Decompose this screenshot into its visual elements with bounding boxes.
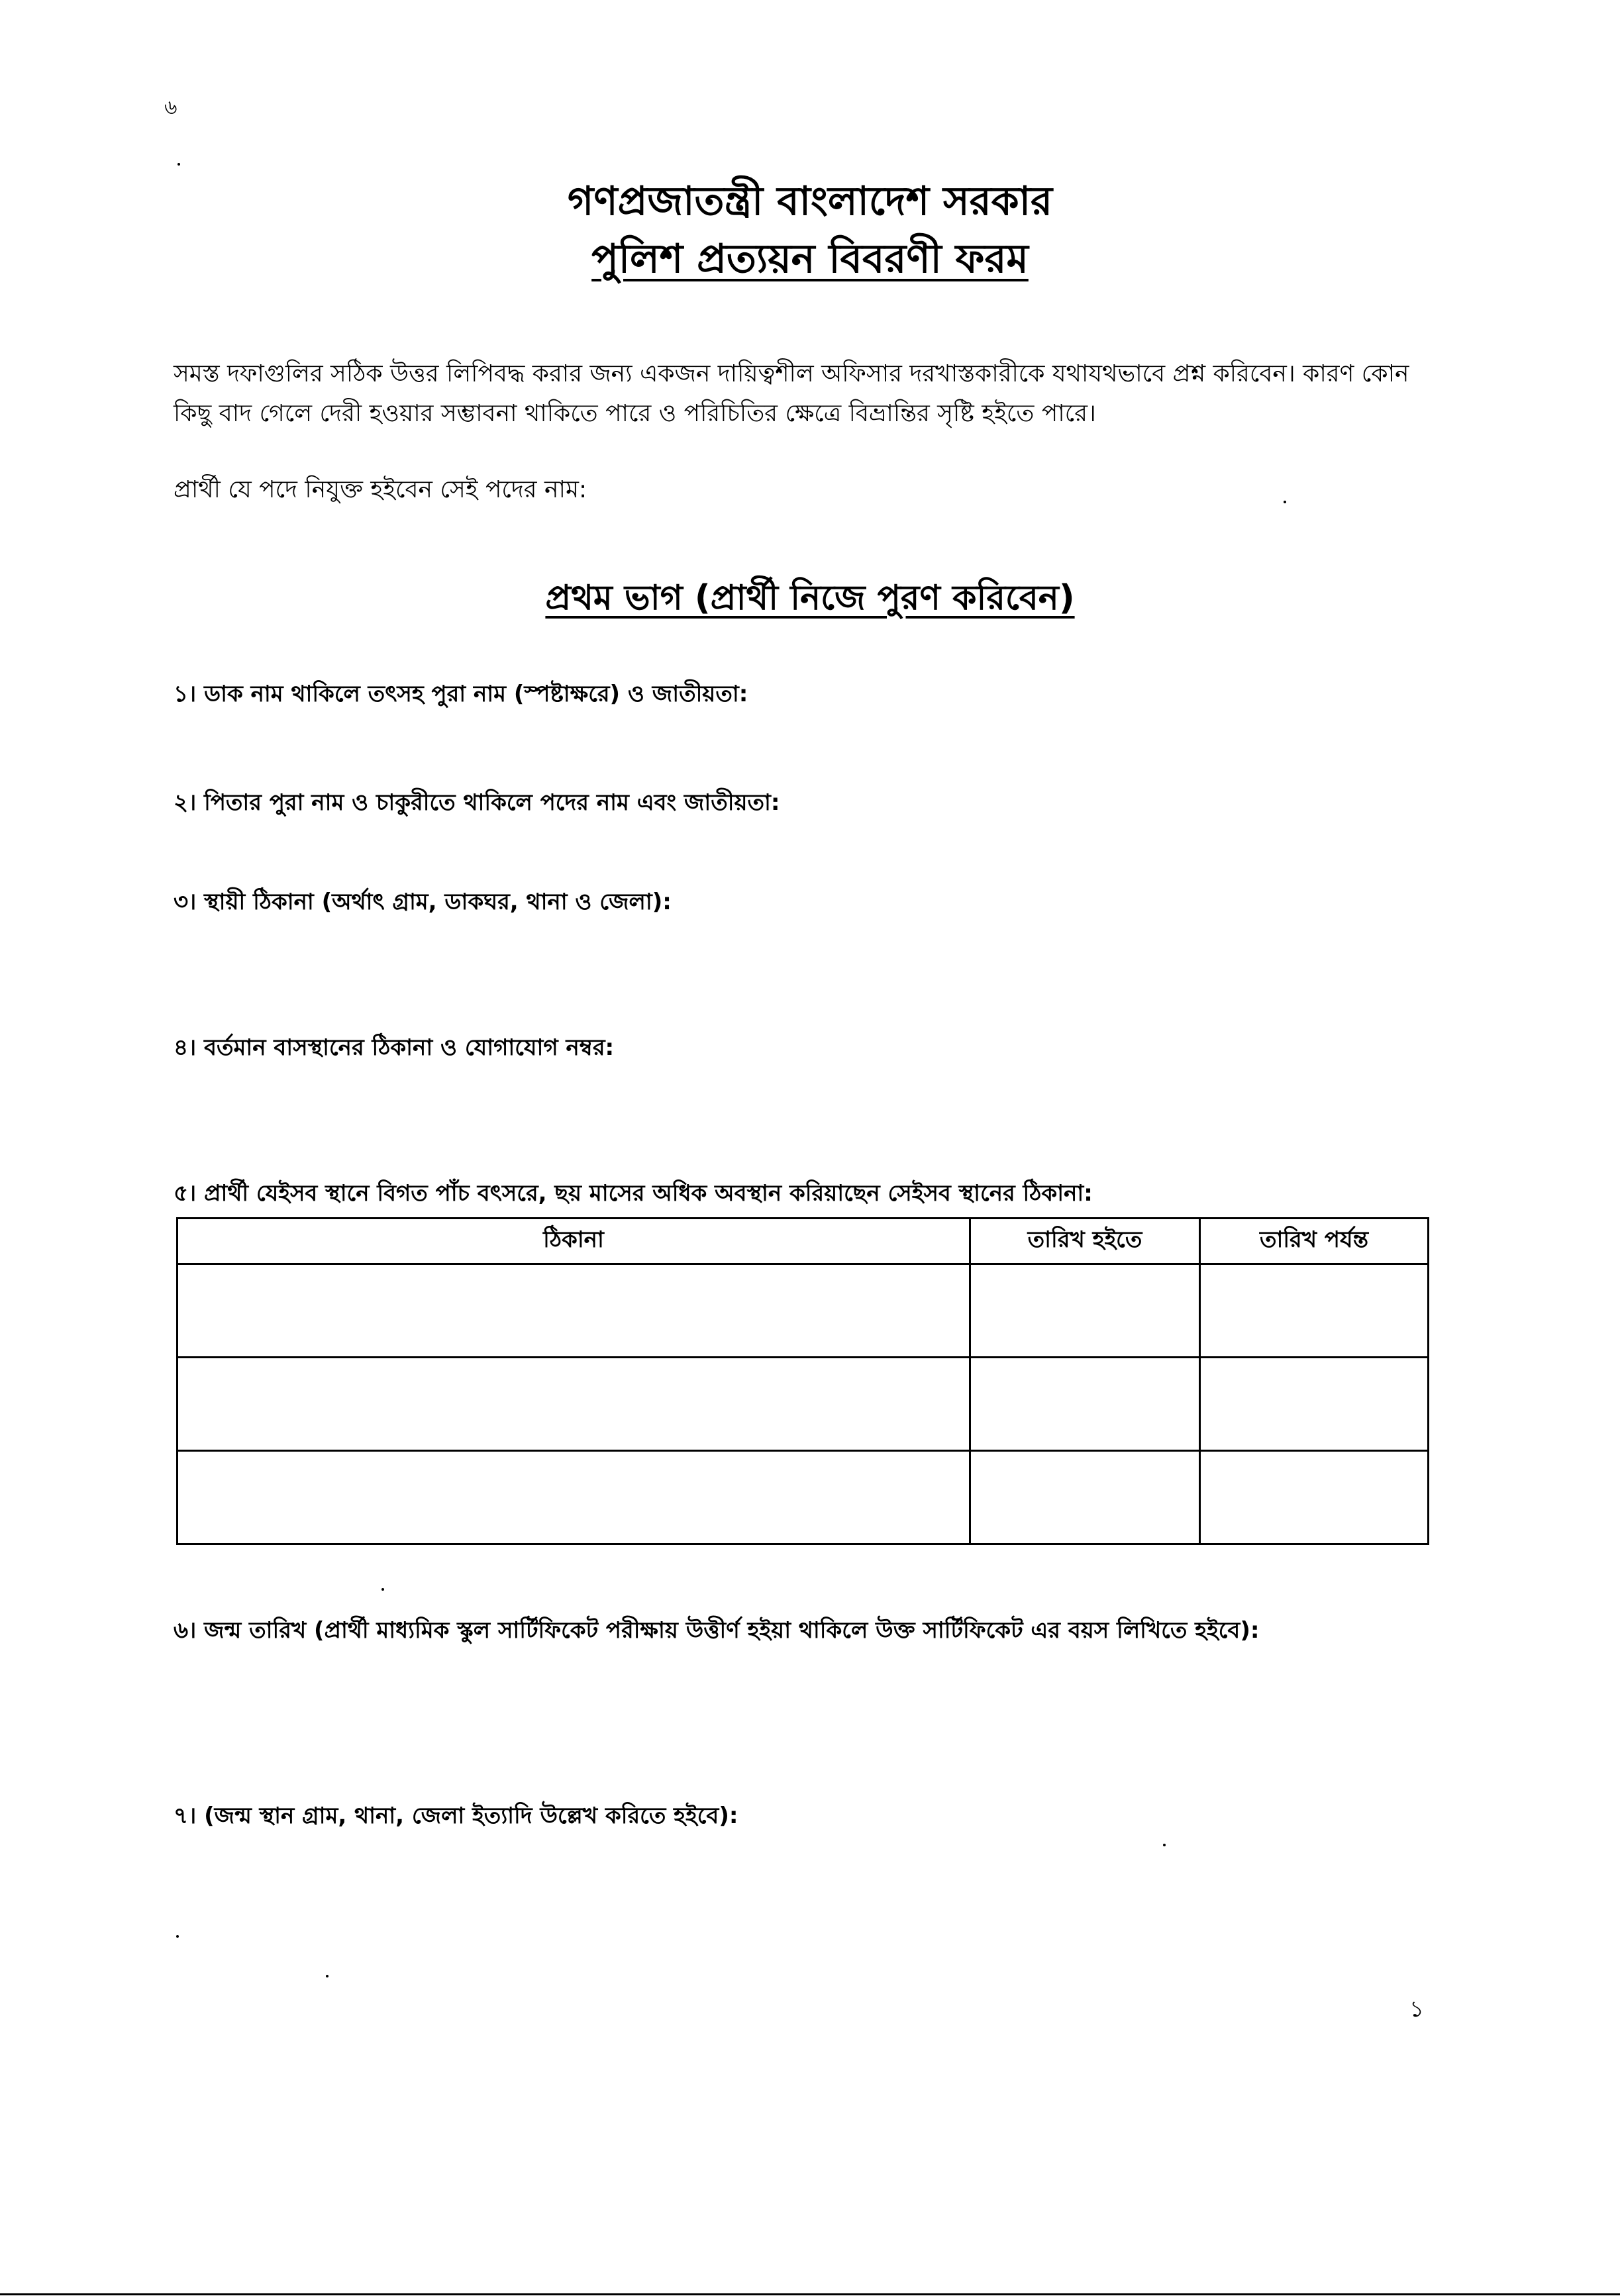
date-to-cell[interactable]: [1200, 1358, 1429, 1451]
table-row: [177, 1264, 1429, 1358]
date-from-cell[interactable]: [970, 1264, 1200, 1358]
date-from-cell[interactable]: [970, 1358, 1200, 1451]
address-cell[interactable]: [177, 1264, 970, 1358]
scan-speck: [176, 1935, 179, 1938]
post-name-field[interactable]: [174, 472, 587, 511]
question-text: বর্তমান বাসস্থানের ঠিকানা ও যোগাযোগ নম্বর:: [204, 1034, 615, 1061]
scan-speck: [1163, 1844, 1166, 1846]
address-history-table: [176, 1217, 1429, 1545]
table-row: [177, 1451, 1429, 1544]
corner-page-mark: ৬: [164, 96, 177, 119]
question-text: ডাক নাম থাকিলে তৎসহ পুরা নাম (স্পষ্টাক্ষরে) ও জাতীয়তা:: [204, 681, 748, 707]
section-title: [0, 571, 1620, 628]
address-cell[interactable]: [177, 1358, 970, 1451]
scan-speck: [1284, 501, 1286, 503]
question-number: ৬।: [174, 1617, 197, 1644]
column-header-address: ঠিকানা: [177, 1219, 970, 1264]
instructions-paragraph: সমস্ত দফাগুলির সঠিক উত্তর লিপিবদ্ধ করার জন্য একজন দায়িত্বশীল অফিসার দরখাস্তকারীকে যথাযথভাবে প্রশ্ন করিবেন। কারণ কোন কিছু বাদ গেলে দেরী হওয়ার সম্ভাবনা থাকিতে পারে ও পরিচিতির ক্ষেত্রে বিভ্রান্তির সৃষ্টি হইতে পারে।: [174, 360, 1409, 427]
date-to-cell[interactable]: [1200, 1451, 1429, 1544]
scan-speck: [326, 1975, 329, 1977]
post-name-label: প্রার্থী যে পদে নিযুক্ত হইবেন সেই পদের নাম:: [174, 476, 587, 503]
question-number: ৩।: [174, 889, 197, 915]
page-bottom-edge: [0, 2293, 1620, 2295]
question-7[interactable]: [174, 1799, 738, 1836]
question-text: (জন্ম স্থান গ্রাম, থানা, জেলা ইত্যাদি উল্লেখ করিতে হইবে):: [204, 1803, 738, 1829]
question-text: স্থায়ী ঠিকানা (অর্থাৎ গ্রাম, ডাকঘর, থানা ও জেলা):: [204, 889, 672, 915]
question-number: ২।: [174, 789, 197, 816]
question-2[interactable]: [174, 785, 780, 823]
table-header-row: [177, 1219, 1429, 1264]
question-1[interactable]: [174, 677, 748, 715]
question-text: প্রার্থী যেইসব স্থানে বিগত পাঁচ বৎসরে, ছয় মাসের অধিক অবস্থান করিয়াছেন সেইসব স্থানের ঠিকানা:: [204, 1180, 1093, 1207]
date-to-cell[interactable]: [1200, 1264, 1429, 1358]
question-number: ৭।: [174, 1803, 197, 1829]
question-3[interactable]: [174, 885, 672, 923]
column-header-date-from: তারিখ হইতে: [970, 1219, 1200, 1264]
column-header-date-to: তারিখ পর্যন্ত: [1200, 1219, 1429, 1264]
date-from-cell[interactable]: [970, 1451, 1200, 1544]
question-5: [174, 1176, 1093, 1214]
question-number: ৫।: [174, 1180, 197, 1207]
question-number: ৪।: [174, 1034, 197, 1061]
form-title-text: পুলিশ প্রত্যয়ন বিবরণী ফরম: [591, 236, 1029, 282]
question-4[interactable]: [174, 1030, 614, 1068]
section-title-text: প্রথম ভাগ (প্রার্থী নিজে পুরণ করিবেন): [545, 578, 1075, 618]
page-number: ১: [1409, 1996, 1425, 2022]
question-6[interactable]: [174, 1613, 1259, 1651]
address-cell[interactable]: [177, 1451, 970, 1544]
scan-speck: [381, 1588, 384, 1591]
government-heading: গণপ্রজাতন্ত্রী বাংলাদেশ সরকার: [568, 178, 1052, 225]
question-number: ১।: [174, 681, 197, 707]
question-text: পিতার পুরা নাম ও চাকুরীতে থাকিলে পদের নাম এবং জাতীয়তা:: [204, 789, 780, 816]
scan-speck: [177, 163, 180, 166]
table-row: [177, 1358, 1429, 1451]
form-title: [0, 228, 1620, 295]
question-text: জন্ম তারিখ (প্রার্থী মাধ্যমিক স্কুল সার্টিফিকেট পরীক্ষায় উত্তীর্ণ হইয়া থাকিলে উক্ত সার্টিফিকেট এর বয়স লিখিতে হইবে):: [204, 1617, 1260, 1644]
